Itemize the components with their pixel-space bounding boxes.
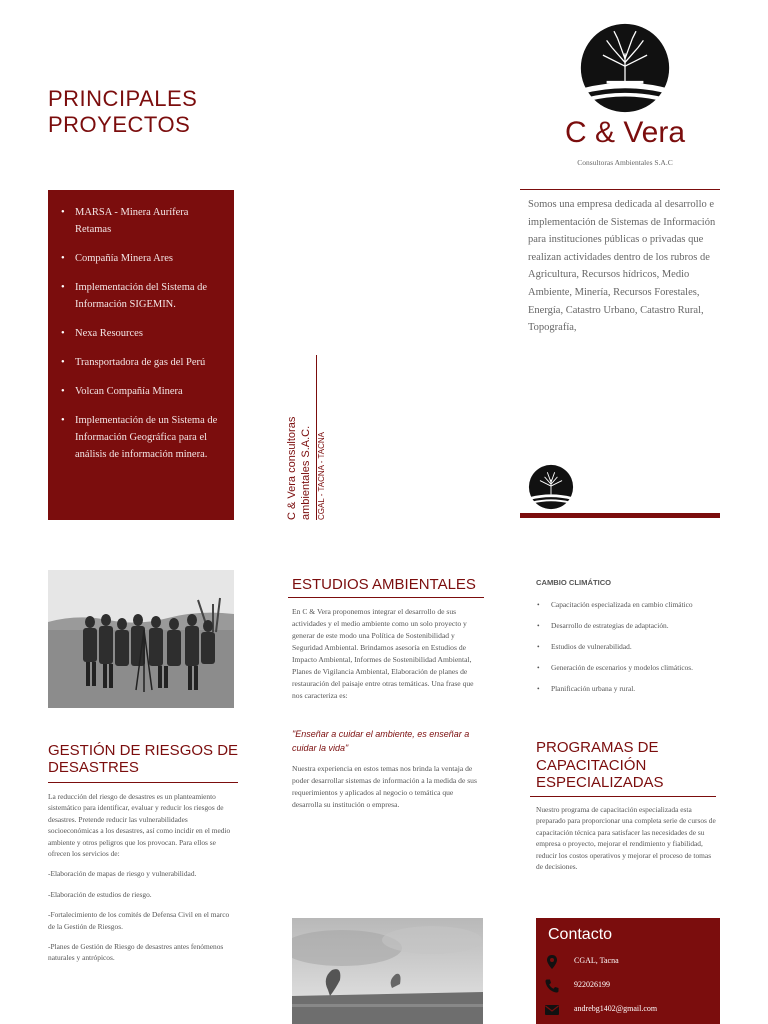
- list-item: • Planificación urbana y rural.: [536, 683, 716, 694]
- page-title: PRINCIPALES PROYECTOS: [48, 86, 198, 137]
- cambio-title: CAMBIO CLIMÁTICO: [536, 578, 612, 587]
- contact-box: [536, 918, 720, 1024]
- list-item: • Capacitación especializada en cambio climático: [536, 599, 716, 610]
- list-item: • Volcan Compañía Minera: [62, 383, 220, 400]
- riesgos-paragraph: -Fortalecimiento de los comités de Defensa Civil en el marco de la Gestión de Riesgos.: [48, 910, 230, 931]
- programas-text: Nuestro programa de capacitación especializada esta preparado para proporcionar una completa serie de cursos de capacitación técnica para satisfacer las necesidades de su empresa o proyecto, mejorar el rendimiento y fiabilidad, reducir los costos operativos y mejorar el proceso de tomas de decisiones.: [536, 805, 716, 872]
- riesgos-paragraph: -Elaboración de mapas de riesgo y vulnerabilidad.: [48, 869, 197, 879]
- contact-title: Contacto: [548, 926, 613, 943]
- list-item: • MARSA - Minera Aurífera Retamas: [62, 204, 220, 238]
- list-item: • Compañía Minera Ares: [62, 250, 220, 267]
- contact-phone-row: [544, 978, 720, 994]
- tree-logo-icon: [579, 22, 671, 114]
- programas-title: PROGRAMAS DE CAPACITACIÓN ESPECIALIZADAS: [536, 739, 664, 791]
- divider: [288, 597, 484, 598]
- tree-logo-icon: [528, 464, 574, 510]
- map-pin-icon: [544, 954, 560, 970]
- landscape-photo: [292, 918, 483, 1024]
- divider: [520, 189, 720, 190]
- about-text: Somos una empresa dedicada al desarrollo e implementación de Sistemas de Información para instituciones públicas o privadas que realizan actividades dentro de los rubros de Agricultura, Recursos hídricos, Medio Ambiente, Minería, Recursos Forestales, Energía, Catastro Urbano, Catastro Rural, Topografía,: [528, 199, 716, 334]
- projects-box: [48, 190, 234, 520]
- spine-line-3: CGAL - TACNA - TACNA: [317, 431, 326, 520]
- list-item: • Nexa Resources: [62, 325, 220, 342]
- estudios-text: En C & Vera proponemos integrar el desarrollo de sus actividades y el medio ambiente como un solo proyecto y generar de este modo una Política de Sostenibilidad y Seguridad Ambiental. Brindamos asesoría en Estudios de Impacto Ambiental, Informes de Sostenibilidad Ambiental, Planes de Vigilancia Ambiental, Elaboración de planes de restauración del paisaje entre otras temáticas. Una frase que nos caracteriza es:: [292, 607, 474, 700]
- divider: [48, 782, 238, 783]
- riesgos-paragraph: -Elaboración de estudios de riesgo.: [48, 889, 152, 899]
- riesgos-paragraph: -Planes de Gestión de Riesgo de desastres antes fenómenos naturales y antrópicos.: [48, 942, 224, 963]
- divider: [530, 796, 716, 797]
- riesgos-title: GESTIÓN DE RIESGOS DE DESASTRES: [48, 742, 239, 776]
- team-photo: [48, 570, 234, 708]
- list-item: • Transportadora de gas del Perú: [62, 354, 220, 371]
- spine-text: [286, 404, 346, 520]
- estudios-title: ESTUDIOS AMBIENTALES: [292, 576, 476, 593]
- projects-list: [62, 204, 220, 463]
- phone-icon: [544, 978, 560, 994]
- estudios-quote: "Enseñar a cuidar el ambiente, es enseñar a cuidar la vida": [292, 729, 470, 753]
- mail-icon: [544, 1002, 560, 1018]
- riesgos-paragraph: La reducción del riesgo de desastres es un planteamiento sistemático para identificar, evaluar y reducir los riesgos de desastres. Pretende reducir las vulnerabilidades socioeconómicas a los desastres, así como incidir en el medio ambiente y otros peligros que los provocan. Para ellos se ofrecen los servicios de:: [48, 792, 231, 859]
- contact-address: CGAL, Tacna: [574, 956, 619, 965]
- estudios-text-2: Nuestra experiencia en estos temas nos brinda la ventaja de poder desarrollar sistemas de información a la medida de sus requerimientos y aplicados al negocio o temática que desarrolla su institución o empresa.: [292, 764, 477, 809]
- riesgos-text: [48, 791, 238, 973]
- contact-email-link[interactable]: andrebg1402@gmail.com: [574, 1004, 658, 1013]
- brand-subtitle: Consultoras Ambientales S.A.C: [577, 158, 673, 167]
- brand-name: C & Vera: [564, 116, 686, 149]
- accent-bar: [520, 513, 720, 518]
- list-item: • Generación de escenarios y modelos climáticos.: [536, 662, 716, 673]
- list-item: • Desarrollo de estrategias de adaptación.: [536, 620, 716, 631]
- list-item: • Implementación del Sistema de Información SIGEMIN.: [62, 279, 220, 313]
- contact-email-row[interactable]: [544, 1002, 720, 1018]
- list-item: • Estudios de vulnerabilidad.: [536, 641, 716, 652]
- spine-line-1: C & Vera consultoras: [286, 416, 298, 520]
- spine-line-2: ambientales S.A.C.: [300, 425, 312, 520]
- cambio-list: [536, 599, 716, 704]
- contact-address-row: [544, 954, 720, 970]
- list-item: • Implementación de un Sistema de Información Geográfica para el análisis de información minera.: [62, 412, 220, 463]
- contact-phone: 922026199: [574, 980, 610, 989]
